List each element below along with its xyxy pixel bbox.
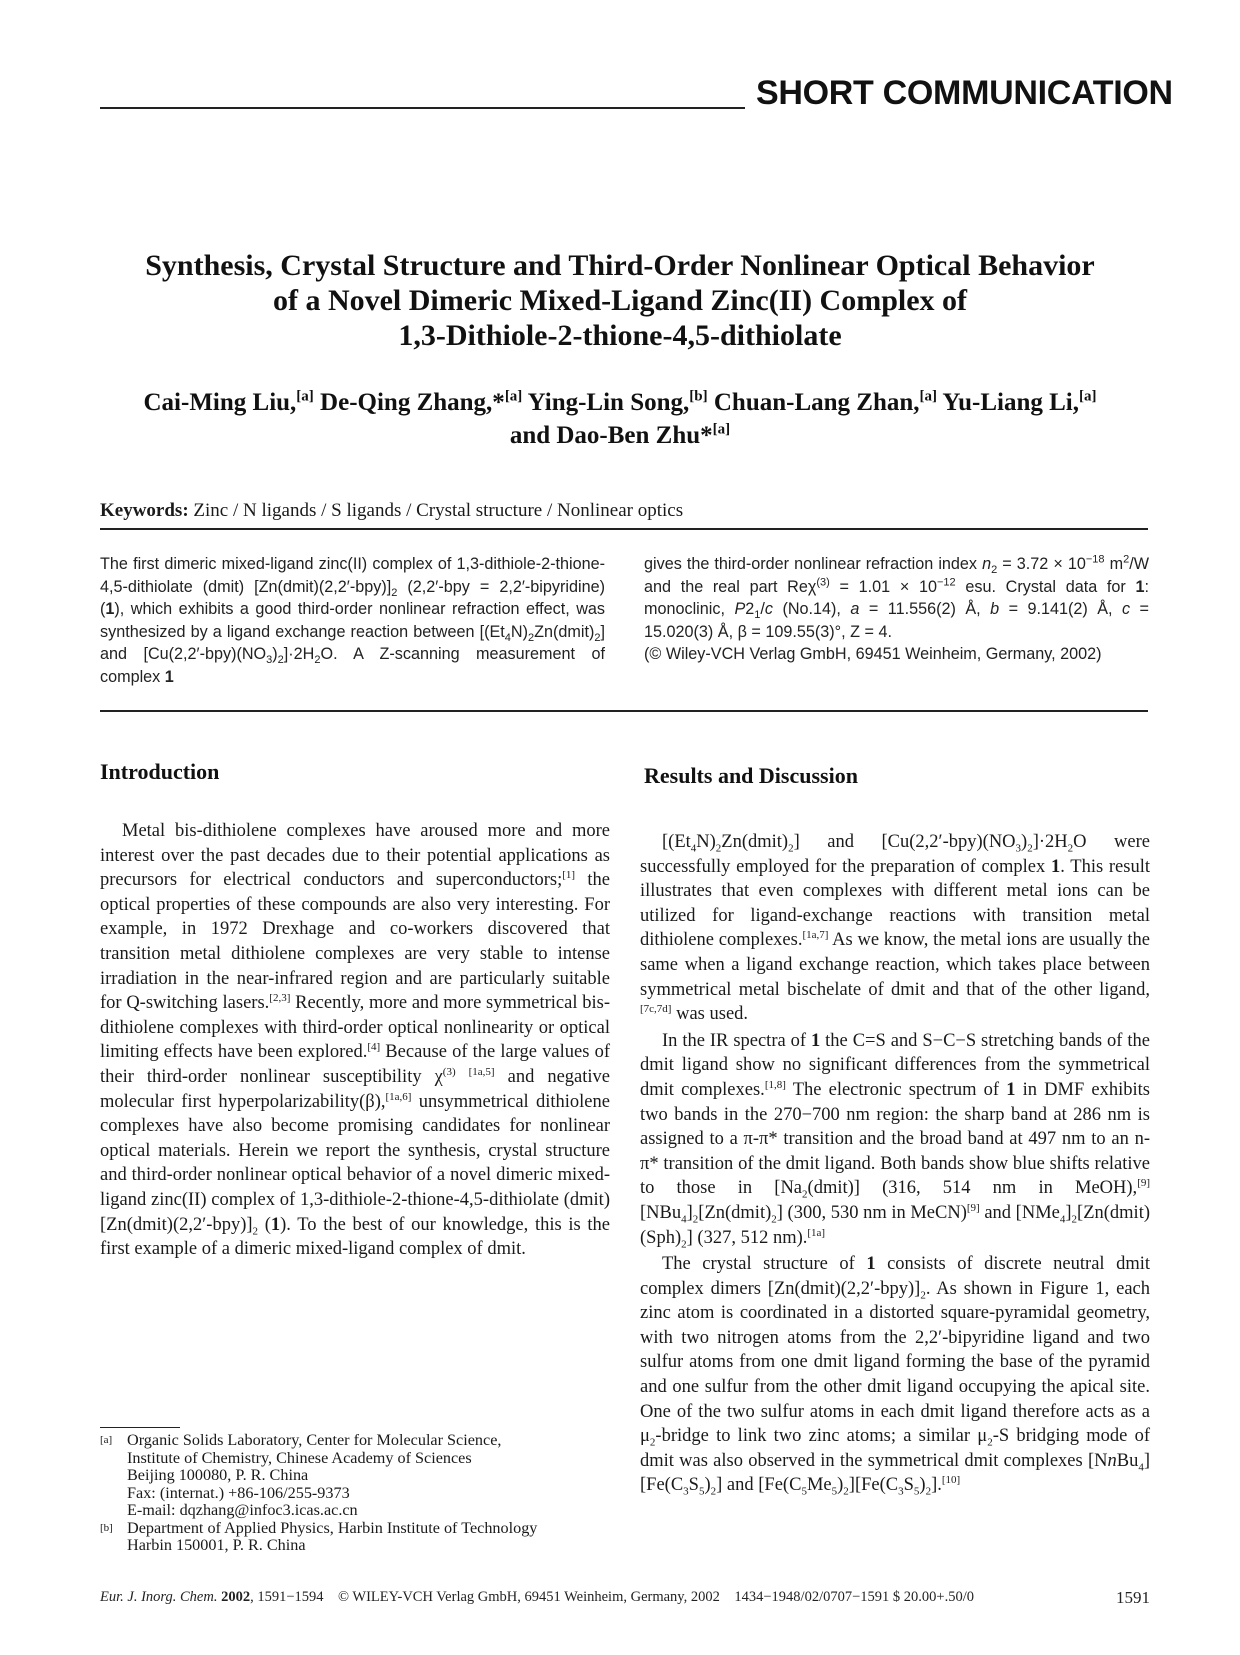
author-line: Cai-Ming Liu,[a] De-Qing Zhang,*[a] Ying-Lin Song,[b] Chuan-Lang Zhan,[a] Yu-Liang Li,[a] [143, 388, 1097, 416]
header-rule [100, 107, 745, 109]
section-label: SHORT COMMUNICATION [756, 74, 1173, 112]
heading-results: Results and Discussion [644, 763, 858, 788]
keywords [100, 500, 1150, 522]
page-number: 1591 [1116, 1588, 1150, 1607]
keywords-list: Zinc / N ligands / S ligands / Crystal structure / Nonlinear optics [193, 500, 684, 521]
abstract-left: The first dimeric mixed-ligand zinc(II) complex of 1,3-dithiole-2-thione-4,5-dithiolate (dmit) $[Zn(dmit)(2,2'-bpy)]_2$ (2,2′-bpy = 2,2′-bipyridine) (1), which exhibits a good third-order nonlinear refraction effect, was synthesized by a ligand exchange reaction between $[(Et_4N)_2Zn(dmit)_2]$ and $[Cu(2,2'-bpy)(NO_3)_2]\cdot 2H_2O$. A Z-scanning measurement of complex 1 [100, 555, 605, 686]
journal-pages: , 1591−1594 [250, 1589, 324, 1605]
title-line: 1,3-Dithiole-2-thione-4,5-dithiolate [398, 319, 842, 352]
author-list [90, 386, 1150, 452]
journal-year: 2002 [221, 1589, 251, 1605]
introduction-text: Metal bis-dithiolene complexes have aroused more and more interest over the past decades due to their potential applications as precursors for electrical conductors and superconductors;[1] the optical properties of these compounds are also very interesting. For example, in 1972 Drexhage and co-workers discovered that transition metal dithiolene complexes are very stable to intense irradiation in the near-infrared region and are particularly suitable for Q-switching lasers.[2,3] Recently, more and more symmetrical bis-dithiolene complexes with third-order optical nonlinearity or optical limiting effects have been explored.[4] Because of the large values of their third-order nonlinear susceptibility $\chi^{(3)}$ [1a,5] and negative molecular first hyperpolarizability(β),[1a,6] unsymmetrical dithiolene complexes have also become promising candidates for nonlinear optical materials. Herein we report the synthesis, crystal structure and third-order nonlinear optical behavior of a novel dimeric mixed-ligand zinc(II) complex of 1,3-dithiole-2-thione-4,5-dithiolate (dmit) $[Zn(dmit)(2,2'-bpy)]_2$ (1). To the best of our knowledge, this is the first example of a dimeric mixed-ligand complex of dmit. [100, 821, 611, 1260]
footnote-b: [b] Department of Applied Physics, Harbin Institute of Technology Harbin 150001, P. R. China [100, 1518, 538, 1554]
footnotes [100, 1432, 610, 1555]
abstract-right: gives the third-order nonlinear refraction index $n_2 = 3.72 \times 10^{-18}$ $m^2/W$ and the real part $Re\chi^{(3)} = 1.01 \times 10^{-12}$ esu. Crystal data for 1: monoclinic, $P2_1/c$ (No.14), a = 11.556(2) Å, b = 9.141(2) Å, c = 15.020(3) Å, β = 109.55(3)°, Z = 4. (© Wiley-VCH Verlag GmbH, 69451 Weinheim, Germany, 2002) [644, 553, 1150, 663]
page-footer [100, 1589, 1150, 1606]
title-line: of a Novel Dimeric Mixed-Ligand Zinc(II) Complex of [272, 284, 968, 317]
copyright: © WILEY-VCH Verlag GmbH, 69451 Weinheim, Germany, 2002 [338, 1589, 720, 1605]
journal-name: Eur. J. Inorg. Chem. [100, 1589, 218, 1605]
article-code: 1434−1948/02/0707−1591 $ 20.00+.50/0 [734, 1589, 974, 1605]
abstract-top-rule [100, 528, 1148, 530]
abstract-bottom-rule [100, 710, 1148, 712]
article-title [90, 248, 1150, 353]
author-line: and Dao-Ben Zhu*[a] [509, 421, 731, 449]
footnote-a: [a] Organic Solids Laboratory, Center for Molecular Science, Institute of Chemistry, Chinese Academy of Sciences Beijing 100080, P. R. China Fax: (internat.) +86-106/255-9373 E-mail: dqzhang@infoc3.icas.ac.cn [100, 1431, 502, 1519]
footnote-rule [100, 1427, 180, 1428]
title-line: Synthesis, Crystal Structure and Third-Order Nonlinear Optical Behavior [145, 249, 1095, 282]
results-text: $[(Et_4N)_2Zn(dmit)_2]$ and $[Cu(2,2'-bpy)(NO_3)_2]\cdot 2H_2O$ were successfully employed for the preparation of complex 1. This result illustrates that even complexes with different metal ions can be utilized for ligand-exchange reactions with transition metal dithiolene complexes.[1a,7] As we know, the metal ions are usually the same when a ligand exchange reaction, which takes place between symmetrical metal bischelate of dmit and that of the other ligand,[7c,7d] was used. In the IR spectra of 1 the C=S and S−C−S stretching bands of the dmit ligand show no significant differences from the symmetrical dmit complexes.[1,8] The electronic spectrum of 1 in DMF exhibits two bands in the 270−700 nm region: the sharp band at 286 nm is assigned to a π-π* transition and the broad band at 497 nm to an n-π* transition of the dmit ligand. Both bands show blue shifts relative to those in $[Na_2(dmit)]$ (316, 514 nm in MeOH),[9] $[NBu_4]_2[Zn(dmit)_2]$ (300, 530 nm in MeCN)[9] and $[NMe_4]_2[Zn(dmit)(Sph)_2]$ (327, 512 nm).[1a] The crystal structure of 1 consists of discrete neutral dmit complex dimers $[Zn(dmit)(2,2'-bpy)]_2$. As shown in Figure 1, each zinc atom is coordinated in a distorted square-pyramidal geometry, with two nitrogen atoms from the 2,2′-bipyridine ligand and two sulfur atoms from one dmit ligand forming the base of the pyramid and one sulfur from the other dmit ligand occupying the apical site. One of the two sulfur atoms in each dmit ligand therefore acts as a $\mu_2$-bridge to link two zinc atoms; a similar $\mu_2-S$ bridging mode of dmit was also observed in the symmetrical dmit complexes $[NnBu_4][Fe(C_3S_5)_2]$ and $[Fe(C_5Me_5)_2][Fe(C_3S_5)_2].[10]$ [640, 832, 1151, 1499]
keywords-label: Keywords: [100, 500, 189, 521]
heading-introduction: Introduction [100, 759, 220, 784]
